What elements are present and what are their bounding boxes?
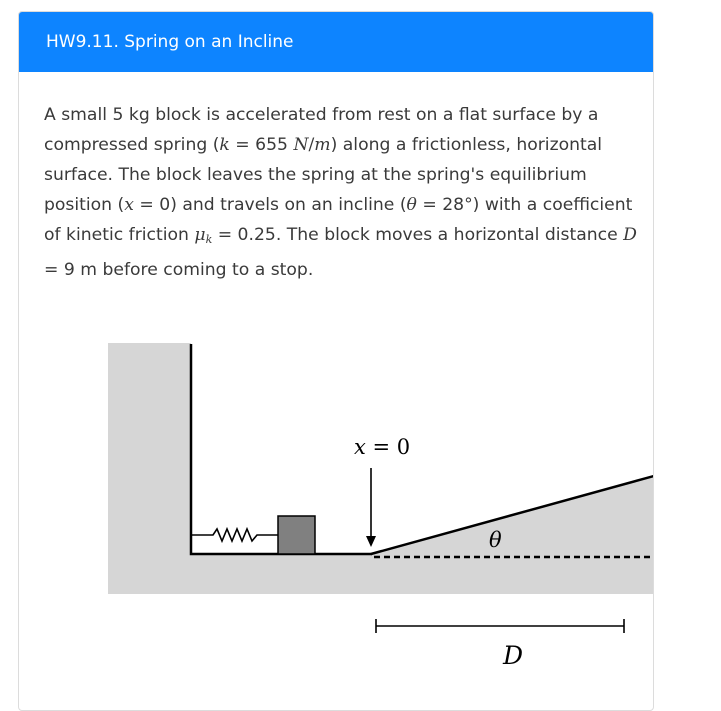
text-part-2: ) along a frictionless, horizontal surface. The block leaves the spring at the spring's equilibrium position ( — [44, 135, 603, 215]
text-part-6: = 9 m before coming to a stop. — [44, 260, 314, 280]
friction-subscript: k — [205, 233, 213, 246]
equilibrium-label-var: x — [354, 435, 366, 459]
unit-newton: N — [293, 135, 309, 155]
friction-var: μ — [194, 225, 206, 245]
equilibrium-arrow-head — [366, 536, 376, 547]
question-title: HW9.11. Spring on an Incline — [19, 12, 653, 72]
text-part-4: = 28°) with a coefficient of kinetic friction — [44, 195, 633, 245]
unit-meter: m — [314, 135, 331, 155]
block — [278, 516, 315, 554]
equilibrium-label — [354, 435, 410, 459]
spring-constant-var: k — [219, 135, 230, 155]
equilibrium-label-value: = 0 — [365, 435, 411, 459]
distance-label: D — [503, 641, 524, 670]
question-card — [18, 11, 654, 711]
distance-var: D — [623, 225, 637, 245]
text-part-3: = 0) and travels on an incline ( — [133, 195, 407, 215]
incline-diagram-svg — [19, 296, 654, 711]
text-part-5: = 0.25. The block moves a horizontal distance — [212, 225, 624, 245]
problem-text — [44, 100, 639, 285]
spring-constant-value: = 655 — [229, 135, 294, 155]
position-var: x — [124, 195, 134, 215]
problem-statement — [44, 100, 639, 285]
angle-var: θ — [406, 195, 417, 215]
unit-slash: / — [308, 135, 315, 155]
text-part-1: A small 5 kg block is accelerated from rest on a flat surface by a compressed spring ( — [44, 105, 599, 155]
incline-diagram — [19, 296, 654, 711]
spring — [192, 529, 278, 541]
incline-angle-label: θ — [489, 528, 502, 552]
